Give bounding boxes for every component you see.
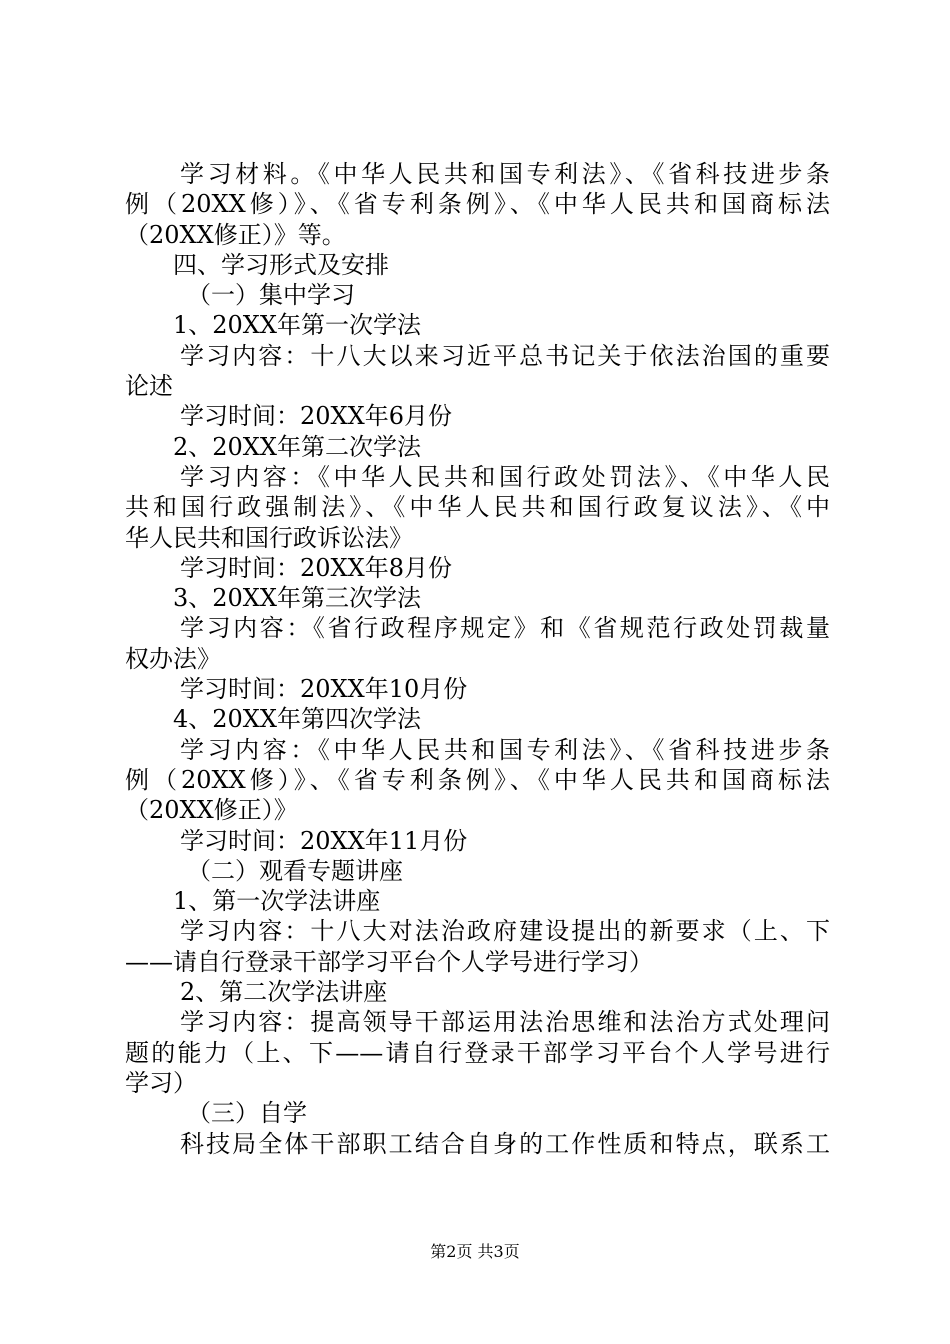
paragraph-line: 例（20XX修）》、《省专利条例》、《中华人民共和国商标法 [125, 765, 830, 794]
paragraph-line: 学习内容：《中华人民共和国行政处罚法》、《中华人民 [180, 462, 830, 491]
item-heading: 4、20XX年第四次学法 [173, 705, 421, 734]
paragraph-line: 学习时间：20XX年6月份 [180, 402, 452, 431]
paragraph-line: 学习内容：《省行政程序规定》和《省规范行政处罚裁量 [180, 614, 830, 643]
paragraph-line: （20XX修正）》等。 [125, 220, 346, 249]
item-heading: 1、20XX年第一次学法 [173, 311, 421, 340]
subsection-heading: （二）观看专题讲座 [187, 856, 403, 885]
document-body [125, 159, 830, 1159]
paragraph-line: 共和国行政强制法》、《中华人民共和国行政复议法》、《中 [125, 493, 830, 522]
paragraph-line: 例（20XX修）》、《省专利条例》、《中华人民共和国商标法 [125, 190, 830, 219]
paragraph-line: 学习时间：20XX年8月份 [180, 553, 452, 582]
paragraph-line: （20XX修正）》 [125, 796, 298, 825]
paragraph-line: 权办法》 [125, 644, 221, 673]
paragraph-line: 学习内容：十八大对法治政府建设提出的新要求（上、下 [180, 917, 830, 946]
item-heading: 3、20XX年第三次学法 [173, 584, 421, 613]
paragraph-line: 学习内容：《中华人民共和国专利法》、《省科技进步条 [180, 735, 830, 764]
paragraph-line: 学习时间：20XX年10月份 [180, 675, 468, 704]
item-heading: 2、第二次学法讲座 [180, 978, 388, 1007]
paragraph-line: 学习内容：十八大以来习近平总书记关于依法治国的重要 [180, 341, 830, 370]
paragraph-line: 学习内容：提高领导干部运用法治思维和法治方式处理问 [180, 1008, 830, 1037]
paragraph-line: 学习时间：20XX年11月份 [180, 826, 468, 855]
paragraph-line: 华人民共和国行政诉讼法》 [125, 523, 413, 552]
paragraph-line: ——请自行登录干部学习平台个人学号进行学习） [125, 947, 653, 976]
page-number: 第2页 共3页 [430, 1242, 520, 1261]
paragraph-line: 科技局全体干部职工结合自身的工作性质和特点，联系工 [180, 1129, 830, 1158]
paragraph-line: 学习） [125, 1068, 197, 1097]
item-heading: 1、第一次学法讲座 [173, 887, 381, 916]
paragraph-line: 学习材料。《中华人民共和国专利法》、《省科技进步条 [180, 160, 830, 188]
section-heading: 四、学习形式及安排 [173, 250, 389, 279]
subsection-heading: （一）集中学习 [187, 281, 355, 310]
paragraph-line: 论述 [125, 372, 173, 401]
subsection-heading: （三）自学 [187, 1099, 307, 1128]
paragraph-line: 题的能力（上、下——请自行登录干部学习平台个人学号进行 [125, 1038, 830, 1067]
item-heading: 2、20XX年第二次学法 [173, 432, 421, 461]
